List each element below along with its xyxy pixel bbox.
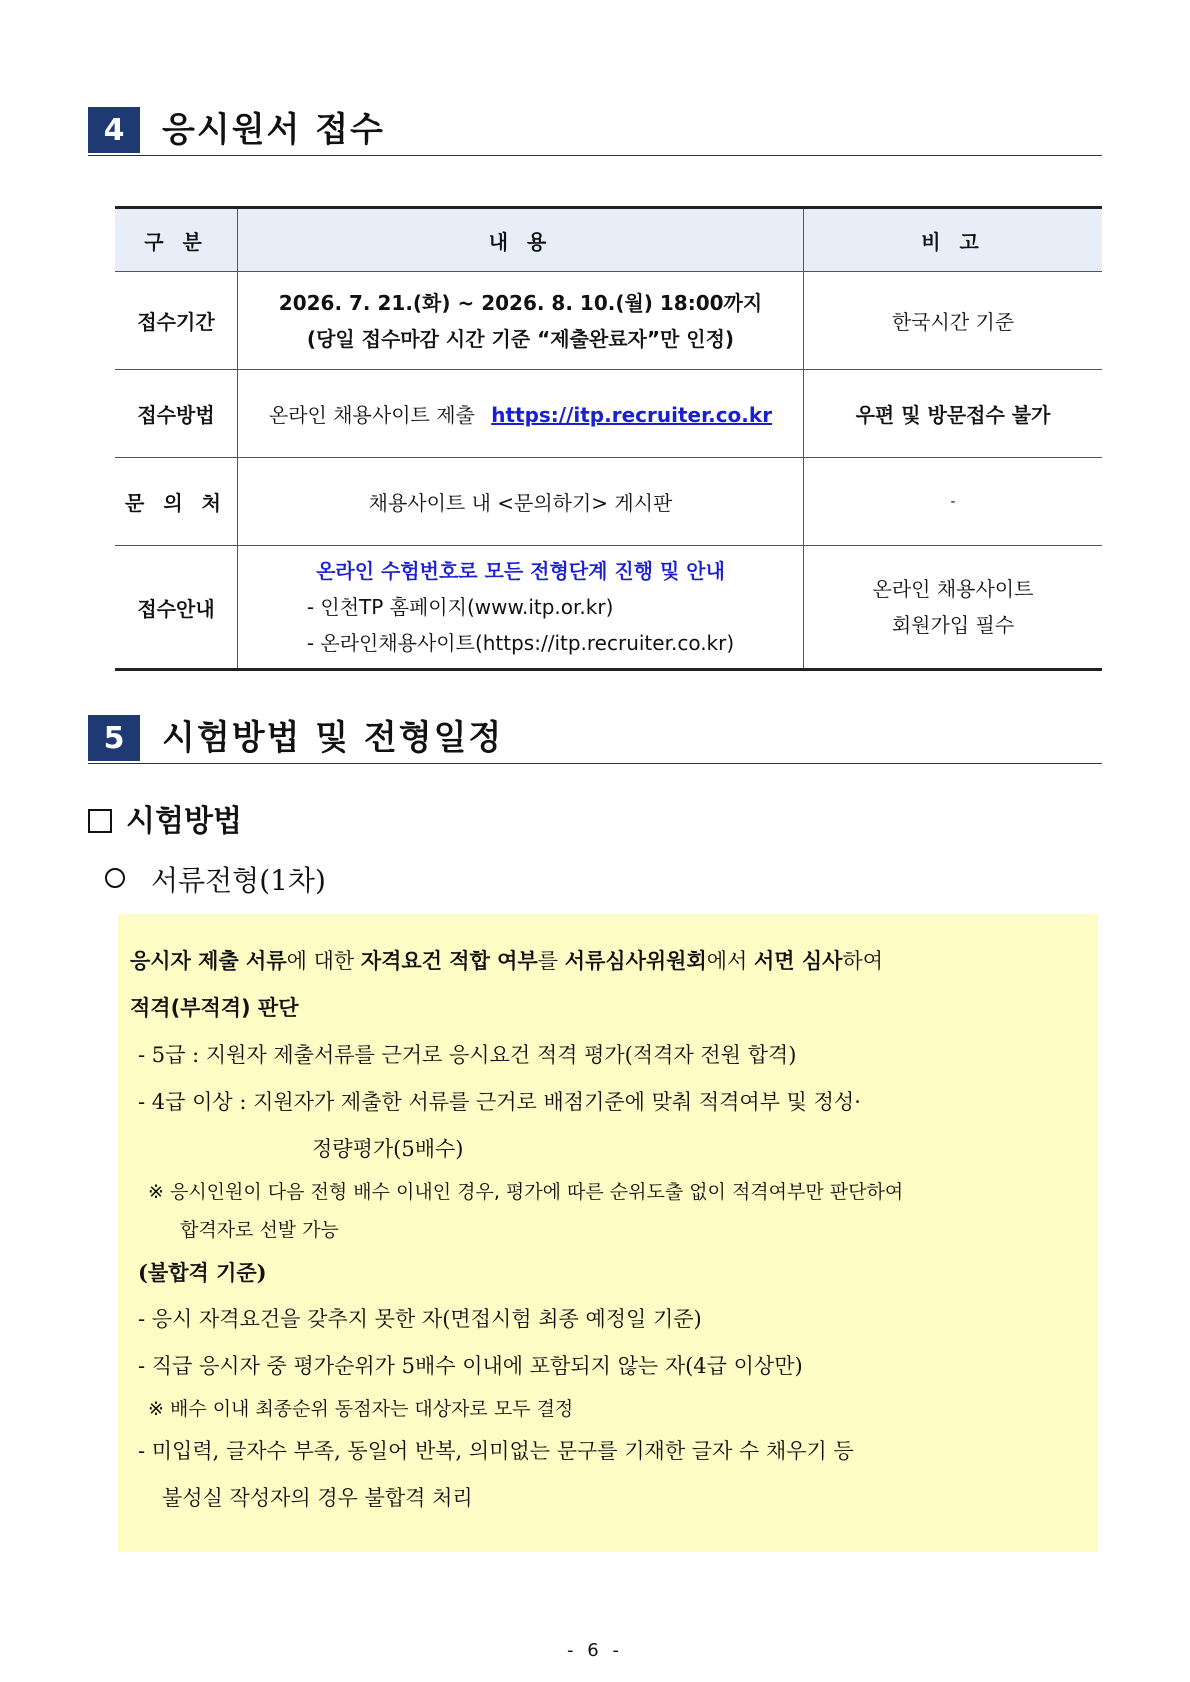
table-row [115, 272, 1102, 370]
method-text: 온라인 채용사이트 제출 [268, 403, 475, 427]
note-1: ※ 응시인원이 다음 전형 배수 이내인 경우, 평가에 따른 순위도출 없이 적격여부만 판단하여 [148, 1181, 904, 1203]
grade4-item: - 4급 이상 : 지원자가 제출한 서류를 근거로 배점기준에 맞춰 적격여부 및 정성· [138, 1090, 861, 1114]
intro-text: 하여 [842, 949, 884, 973]
recruit-site-link[interactable]: https://itp.recruiter.co.kr [491, 403, 773, 427]
note-1-cont: 합격자로 선발 가능 [180, 1219, 339, 1241]
intro-bold: 응시자 제출 서류 [130, 949, 287, 973]
intro-text: 를 [537, 949, 565, 973]
intro-line [130, 938, 1086, 985]
circle-bullet-icon [105, 868, 125, 888]
fail-item-3: - 미입력, 글자수 부족, 동일어 반복, 의미없는 문구를 기재한 글자 수 채우기 등 [138, 1439, 854, 1463]
row-content [238, 546, 804, 670]
header-category: 구 분 [115, 208, 238, 272]
subheading-text: 시험방법 [126, 804, 242, 839]
subheading [88, 802, 242, 842]
section-title: 시험방법 및 전형일정 [162, 718, 504, 758]
note-line: 회원가입 필수 [891, 613, 1015, 637]
intro-line-2: 적격(부적격) 판단 [130, 996, 299, 1020]
period-line: 2026. 7. 21.(화) ~ 2026. 8. 10.(월) 18:00까지 [278, 290, 763, 315]
table-row [115, 370, 1102, 458]
section-title: 응시원서 접수 [162, 110, 385, 150]
row-note: 우편 및 방문접수 불가 [804, 370, 1103, 458]
table-header-row [115, 208, 1102, 272]
row-label: 접수방법 [115, 370, 238, 458]
note-line: 온라인 채용사이트 [872, 577, 1034, 601]
grade4-item-cont: 정량평가(5배수) [312, 1137, 464, 1161]
fail-item-2: - 직급 응시자 중 평가순위가 5배수 이내에 포함되지 않는 자(4급 이상만) [138, 1354, 803, 1378]
fail-item-3-cont: 불성실 작성자의 경우 불합격 처리 [162, 1486, 473, 1510]
sub-subheading-text: 서류전형(1차) [151, 864, 326, 897]
guide-lines [307, 553, 734, 661]
intro-text: 에 대한 [286, 949, 361, 973]
note-2: ※ 배수 이내 최종순위 동점자는 대상자로 모두 결정 [148, 1398, 574, 1420]
section-number-badge: 5 [88, 715, 140, 761]
row-content [238, 370, 804, 458]
row-label: 접수안내 [115, 546, 238, 670]
guide-item-homepage: - 인천TP 홈페이지(www.itp.or.kr) [306, 595, 614, 619]
table-row [115, 458, 1102, 546]
sub-subheading [105, 862, 326, 900]
intro-bold: 서면 심사 [754, 949, 843, 973]
intro-text: 에서 [706, 949, 754, 973]
intro-bold: 자격요건 적합 여부 [360, 949, 538, 973]
row-note: - [804, 458, 1103, 546]
row-label: 문 의 처 [115, 458, 238, 546]
section-number-badge: 4 [88, 107, 140, 153]
table-row [115, 546, 1102, 670]
row-content: 채용사이트 내 <문의하기> 게시판 [238, 458, 804, 546]
square-bullet-icon [88, 809, 112, 833]
screening-box [118, 914, 1098, 1552]
section-4-heading [88, 107, 1102, 156]
fail-item-1: - 응시 자격요건을 갖추지 못한 자(면접시험 최종 예정일 기준) [138, 1307, 702, 1331]
section-5-heading [88, 715, 1102, 764]
row-content [238, 272, 804, 370]
intro-bold: 서류심사위원회 [564, 949, 707, 973]
guide-item-site: - 온라인채용사이트(https://itp.recruiter.co.kr) [306, 631, 735, 655]
header-content: 내 용 [238, 208, 804, 272]
page-number: - 6 - [567, 1640, 623, 1661]
row-note [804, 546, 1103, 670]
fail-heading: (불합격 기준) [138, 1260, 267, 1285]
header-note: 비 고 [804, 208, 1103, 272]
row-note: 한국시간 기준 [804, 272, 1103, 370]
period-condition: (당일 접수마감 시간 기준 “제출완료자”만 인정) [306, 326, 735, 351]
application-table [115, 206, 1102, 671]
row-label: 접수기간 [115, 272, 238, 370]
grade5-item: - 5급 : 지원자 제출서류를 근거로 응시요건 적격 평가(적격자 전원 합격) [138, 1043, 797, 1067]
guide-highlight: 온라인 수험번호로 모든 전형단계 진행 및 안내 [316, 559, 725, 583]
